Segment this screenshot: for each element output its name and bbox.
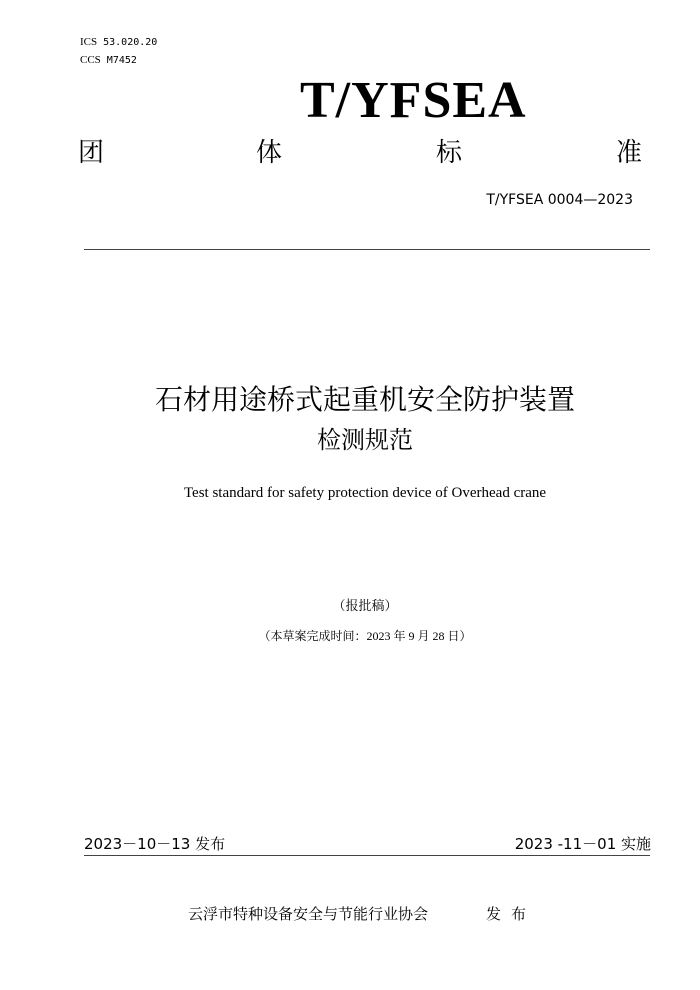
issue-date: 2023－10－13 发布 [84, 835, 226, 853]
header-divider [84, 249, 650, 250]
standard-type-char-4: 准 [616, 138, 643, 168]
standard-number: T/YFSEA 0004—2023 [486, 192, 633, 208]
standard-type-char-2: 体 [256, 138, 283, 168]
document-title-english: Test standard for safety protection device of Overhead crane [183, 485, 547, 501]
brand-logo-text: T/YFSEA [300, 72, 527, 129]
draft-status: （报批稿） [332, 598, 398, 613]
ics-label: ICS [80, 36, 98, 48]
standard-type-char-3: 标 [436, 138, 463, 168]
publish-label: 发布 [486, 905, 537, 923]
ics-value: 53.020.20 [103, 37, 158, 48]
ccs-label: CCS [80, 54, 101, 66]
publisher-name: 云浮市特种设备安全与节能行业协会 [188, 905, 429, 923]
implementation-date: 2023 -11－01 实施 [514, 835, 651, 853]
document-title-line-2: 检测规范 [317, 426, 413, 454]
footer-divider [84, 855, 650, 856]
ccs-code [80, 53, 137, 68]
document-title-line-1: 石材用途桥式起重机安全防护装置 [154, 383, 575, 416]
draft-completion-time: （本草案完成时间：2023 年 9 月 28 日） [258, 629, 472, 643]
ics-code [80, 35, 157, 50]
standard-type-char-1: 团 [78, 138, 105, 168]
ccs-value: M7452 [106, 55, 137, 66]
